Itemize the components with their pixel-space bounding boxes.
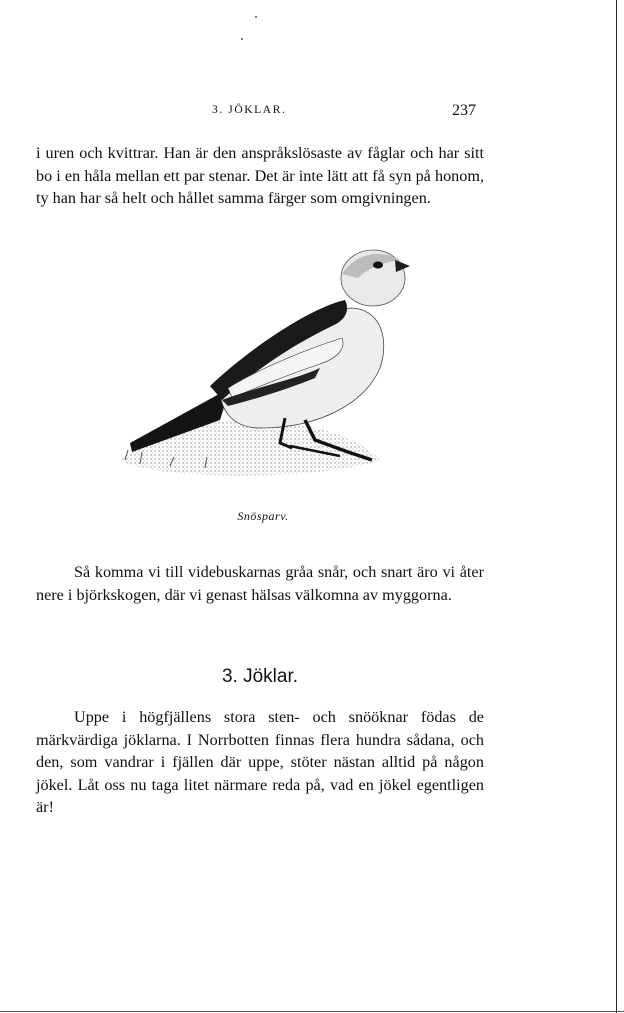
snow-bunting-illustration [110, 238, 420, 488]
page-edge-right [616, 0, 617, 1013]
running-head [0, 102, 624, 122]
body-paragraph: Så komma vi till videbuskarnas gråa snår, och snart äro vi åter nere i björkskogen, där vi genast hälsas välkomna av myggorna. [36, 563, 484, 604]
figure-caption: Snösparv. [237, 509, 289, 523]
page-edge-bottom [0, 1011, 624, 1012]
body-paragraph: i uren och kvittrar. Han är den anspråkslösaste av fåglar och har sitt bo i en håla mellan ett par stenar. Det är inte lätt att få syn på honom, ty han har så helt och hållet samma färger som omgivningen. [36, 144, 484, 208]
paper-speck [241, 38, 243, 40]
paper-speck [255, 16, 257, 18]
bird-drawing [110, 238, 420, 488]
body-paragraph: Uppe i högfjällens stora sten- och snööknar födas de märkvärdiga jöklarna. I Norrbotten finnas flera hundra sådana, och den, som vandrar i fjällen där uppe, stöter nästan alltid på någon jökel. Låt oss nu taga litet närmare reda på, vad en jökel egentligen är! [36, 708, 484, 817]
running-title: 3. JÖKLAR. [212, 104, 287, 116]
section-heading: 3. Jöklar. [221, 666, 299, 687]
page-number: 237 [452, 102, 476, 119]
